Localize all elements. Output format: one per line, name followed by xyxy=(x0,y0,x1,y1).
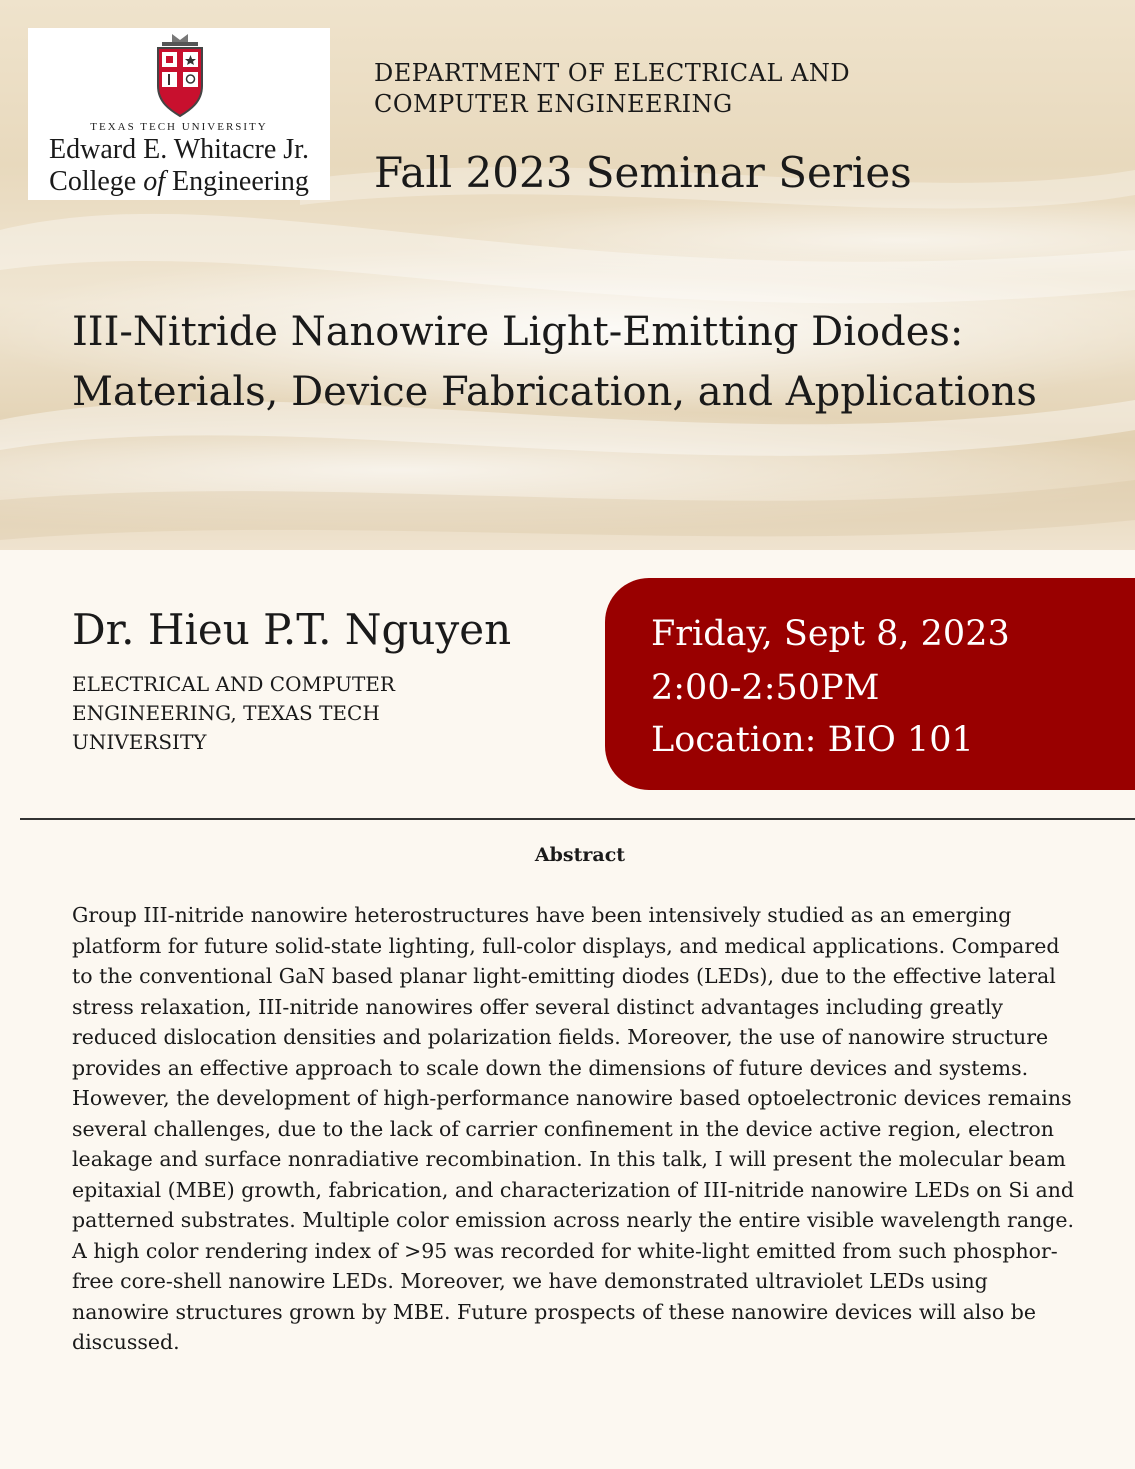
speaker-name: Dr. Hieu P.T. Nguyen xyxy=(72,605,512,654)
speaker-affiliation: ELECTRICAL AND COMPUTER ENGINEERING, TEXAS TECH UNIVERSITY xyxy=(72,672,395,754)
department-name: DEPARTMENT OF ELECTRICAL AND COMPUTER ENGINEERING xyxy=(374,59,851,118)
header-banner xyxy=(0,0,1135,550)
section-divider xyxy=(20,818,1135,820)
abstract-heading: Abstract xyxy=(534,844,626,866)
abstract-body: Group III-nitride nanowire heterostructures have been intensively studied as an emerging platform for future solid-state lighting, full-color displays, and medical applications. Compared to the conventional GaN based planar light-emitting diodes (LEDs), due to the effective lateral stress relaxation, III-nitride nanowires offer several distinct advantages including greatly reduced dislocation densities and polarization fields. Moreover, the use of nanowire structure provides an effective approach to scale down the dimensions of future devices and systems. However, the development of high-performance nanowire based optoelectronic devices remains several challenges, due to the lack of carrier confinement in the device active region, electron leakage and surface nonradiative recombination. In this talk, I will present the molecular beam epitaxial (MBE) growth, fabrication, and characterization of III-nitride nanowire LEDs on Si and patterned substrates. Multiple color emission across nearly the entire visible wavelength range. A high color rendering index of >95 was recorded for white-light emitted from such phosphor-free core-shell nanowire LEDs. Moreover, we have demonstrated ultraviolet LEDs using nanowire structures grown by MBE. Future prospects of these nanowire devices will also be discussed. xyxy=(72,903,1075,1354)
logo-university-text: TEXAS TECH UNIVERSITY xyxy=(90,121,268,133)
event-date: Friday, Sept 8, 2023 xyxy=(651,614,1010,654)
seminar-series-title: Fall 2023 Seminar Series xyxy=(374,148,912,197)
event-time: 2:00-2:50PM xyxy=(651,668,880,708)
logo-college-line2: College of Engineering xyxy=(49,166,309,197)
logo-college-line1: Edward E. Whitacre Jr. xyxy=(49,134,309,165)
talk-title: III-Nitride Nanowire Light-Emitting Diodes: Materials, Device Fabrication, and Applications xyxy=(72,309,1037,415)
event-location: Location: BIO 101 xyxy=(651,720,974,760)
shield-crest-icon xyxy=(152,32,208,118)
college-logo xyxy=(28,28,330,200)
event-details-box xyxy=(605,578,1135,790)
